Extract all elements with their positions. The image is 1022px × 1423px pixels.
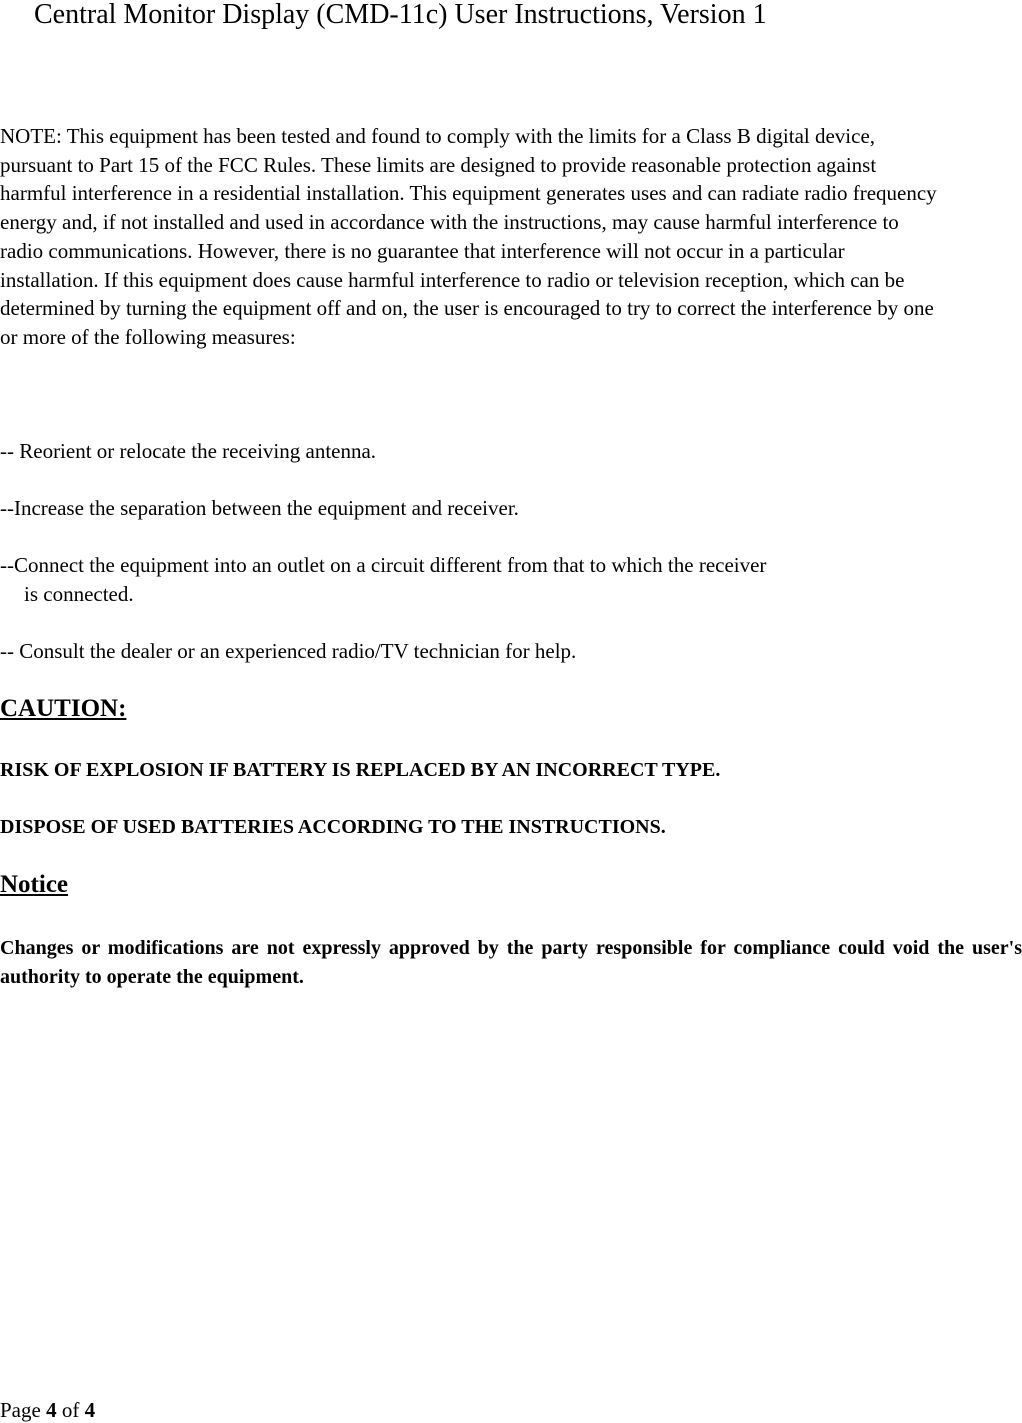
measure-different-circuit <box>0 551 960 608</box>
page-number <box>0 1397 95 1423</box>
measure-increase-separation: --Increase the separation between the equipment and receiver. <box>0 496 519 520</box>
document-title: Central Monitor Display (CMD-11c) User Instructions, Version 1 <box>34 0 767 30</box>
fcc-note-paragraph: NOTE: This equipment has been tested and found to comply with the limits for a Class B digital device, pursuant to Part 15 of the FCC Rules. These limits are designed to provide reasonable protection against harmful interference in a residential installation. This equipment generates uses and can radiate radio frequency energy and, if not installed and used in accordance with the instructions, may cause harmful interference to radio communications. However, there is no guarantee that interference will not occur in a particular installation. If this equipment does cause harmful interference to radio or television reception, which can be determined by turning the equipment off and on, the user is encouraged to try to correct the interference by one or more of the following measures: <box>0 124 937 349</box>
caution-heading: CAUTION: <box>0 695 127 722</box>
caution-battery-explosion: RISK OF EXPLOSION IF BATTERY IS REPLACED BY AN INCORRECT TYPE. <box>0 759 721 781</box>
caution-battery-disposal: DISPOSE OF USED BATTERIES ACCORDING TO THE INSTRUCTIONS. <box>0 816 666 838</box>
of-label: of <box>61 1398 80 1422</box>
measure-consult-dealer: -- Consult the dealer or an experienced radio/TV technician for help. <box>0 639 577 663</box>
notice-heading: Notice <box>0 871 69 898</box>
total-pages-number: 4 <box>84 1398 96 1422</box>
measure-different-circuit-text: --Connect the equipment into an outlet on a circuit different from that to which the receiver <box>0 553 767 577</box>
measure-reorient-antenna: -- Reorient or relocate the receiving antenna. <box>0 439 377 463</box>
current-page-number: 4 <box>46 1398 57 1422</box>
page-label: Page <box>0 1398 41 1422</box>
measure-different-circuit-continuation: is connected. <box>24 581 134 606</box>
notice-body: Changes or modifications are not expressly approved by the party responsible for compliance could void the user's authority to operate the equipment. <box>0 937 1022 988</box>
